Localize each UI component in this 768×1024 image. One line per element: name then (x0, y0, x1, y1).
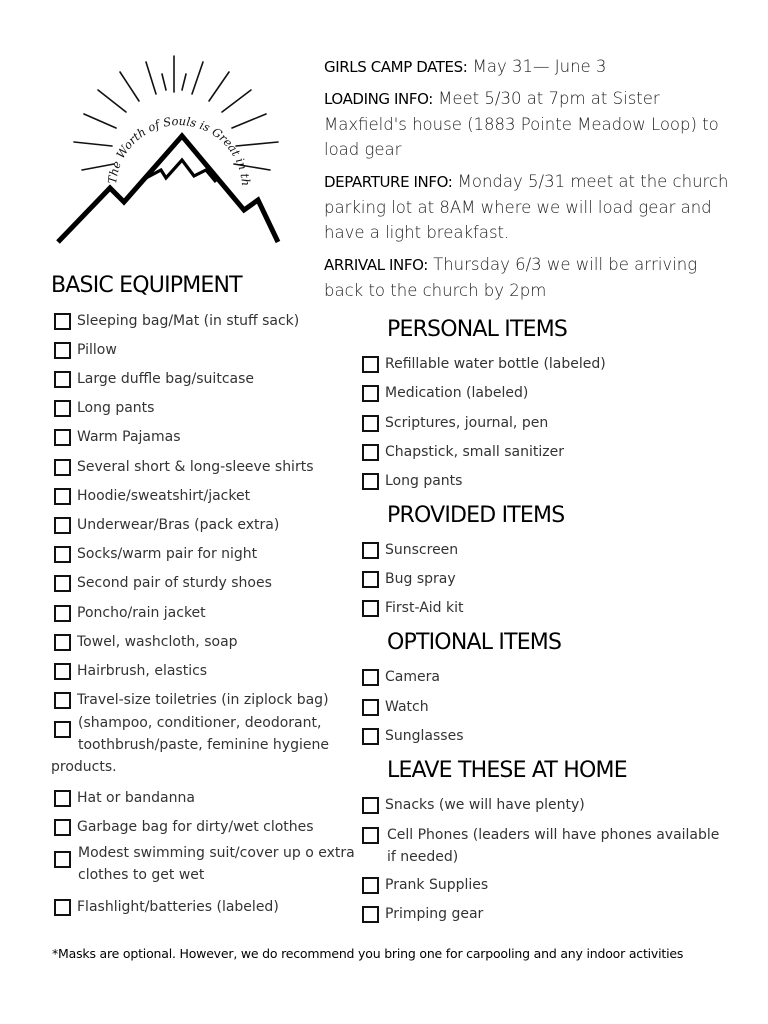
item-label: Primping gear (385, 906, 484, 922)
checkbox[interactable] (362, 699, 379, 716)
checklist-item[interactable] (54, 604, 206, 622)
checkbox[interactable] (362, 571, 379, 588)
camp-dates-label: GIRLS CAMP DATES: (324, 58, 468, 76)
provided-items-heading: PROVIDED ITEMS (387, 503, 565, 528)
checklist-item[interactable] (362, 355, 606, 373)
mountain-sunburst-icon (46, 50, 296, 250)
toiletries-detail-line2: toothbrush/paste, feminine hygiene (78, 737, 329, 753)
checklist-item[interactable] (362, 541, 458, 559)
checkbox[interactable] (362, 356, 379, 373)
item-label: Sleeping bag/Mat (in stuff sack) (77, 313, 300, 329)
checkbox[interactable] (54, 342, 71, 359)
item-label: First-Aid kit (385, 600, 464, 616)
arrival-info-label: ARRIVAL INFO: (324, 256, 428, 274)
checkbox[interactable] (54, 605, 71, 622)
swimsuit-line1: Modest swimming suit/cover up o extra (78, 845, 355, 861)
item-label: Bug spray (385, 571, 456, 587)
checkbox[interactable] (54, 899, 71, 916)
checklist-item[interactable] (362, 570, 456, 588)
item-label: Poncho/rain jacket (77, 605, 206, 621)
checkbox[interactable] (362, 877, 379, 894)
loading-info-value: Meet 5/30 at 7pm at Sister Maxfield's house (1883 Pointe Meadow Loop) to load gear (324, 89, 719, 159)
arrival-info-value: Thursday 6/3 we will be arriving back to the church by 2pm (324, 255, 698, 300)
checklist-item[interactable] (54, 898, 279, 916)
svg-text:The Worth of Souls is Great in (46, 50, 253, 187)
item-label: Pillow (77, 342, 117, 358)
item-label: Refillable water bottle (labeled) (385, 356, 606, 372)
checkbox[interactable] (54, 575, 71, 592)
item-label: Warm Pajamas (77, 429, 181, 445)
checkbox[interactable] (54, 400, 71, 417)
checklist-item[interactable] (362, 727, 463, 745)
checkbox[interactable] (362, 669, 379, 686)
swimsuit-line2: clothes to get wet (78, 867, 205, 883)
checklist-item[interactable] (54, 662, 207, 680)
departure-info-label: DEPARTURE INFO: (324, 173, 453, 191)
checklist-item[interactable] (54, 458, 314, 476)
checklist-item[interactable] (54, 370, 254, 388)
item-label: Medication (labeled) (385, 385, 529, 401)
checkbox[interactable] (362, 827, 379, 844)
item-label: Camera (385, 669, 440, 685)
checkbox[interactable] (54, 634, 71, 651)
item-label: Long pants (77, 400, 155, 416)
item-label: Prank Supplies (385, 877, 489, 893)
checkbox[interactable] (54, 790, 71, 807)
checkbox[interactable] (362, 444, 379, 461)
item-label: Scriptures, journal, pen (385, 415, 549, 431)
item-label: Hairbrush, elastics (77, 663, 208, 679)
checklist-item[interactable] (362, 472, 462, 490)
arrival-info (324, 252, 734, 303)
checklist-item[interactable] (362, 384, 528, 402)
cell-phones-line2: if needed) (387, 849, 459, 865)
checklist-item[interactable] (54, 545, 257, 563)
item-label: Chapstick, small sanitizer (385, 444, 564, 460)
checklist-item[interactable] (362, 796, 585, 814)
checklist-item[interactable] (54, 487, 250, 505)
checkbox[interactable] (54, 313, 71, 330)
camp-logo (46, 50, 296, 250)
checkbox[interactable] (362, 600, 379, 617)
leave-at-home-heading: LEAVE THESE AT HOME (387, 758, 627, 783)
checkbox[interactable] (362, 728, 379, 745)
checklist-item[interactable] (362, 668, 440, 686)
checklist-item[interactable] (362, 599, 464, 617)
checkbox[interactable] (54, 459, 71, 476)
departure-info-value: Monday 5/31 meet at the church parking lot at 8AM where we will load gear and have a light breakfast. (324, 172, 729, 242)
checklist-item[interactable] (54, 691, 329, 709)
checklist-item[interactable] (54, 516, 279, 534)
checkbox[interactable] (54, 663, 71, 680)
item-label: Hoodie/sweatshirt/jacket (77, 488, 251, 504)
personal-items-heading: PERSONAL ITEMS (387, 317, 568, 342)
checkbox[interactable] (362, 542, 379, 559)
checkbox[interactable] (54, 851, 71, 868)
item-label: Underwear/Bras (pack extra) (77, 517, 280, 533)
checkbox[interactable] (362, 906, 379, 923)
item-label: Hat or bandanna (77, 790, 195, 806)
checkbox[interactable] (54, 692, 71, 709)
loading-info-label: LOADING INFO: (324, 90, 433, 108)
checklist-item[interactable] (54, 789, 195, 807)
item-label: Second pair of sturdy shoes (77, 575, 272, 591)
checklist-item[interactable] (362, 443, 564, 461)
item-label: Socks/warm pair for night (77, 546, 258, 562)
checklist-item[interactable] (54, 818, 314, 836)
checklist-item[interactable] (362, 698, 429, 716)
item-label: Sunglasses (385, 728, 464, 744)
logo-arc-text: The Worth of Souls is Great in th (105, 113, 254, 187)
checkbox[interactable] (362, 797, 379, 814)
checklist-item[interactable] (54, 399, 154, 417)
checklist-item[interactable] (362, 876, 488, 894)
checkbox[interactable] (54, 429, 71, 446)
checkbox[interactable] (362, 415, 379, 432)
toiletries-detail-line1: (shampoo, conditioner, deodorant, (78, 715, 322, 731)
item-label: Sunscreen (385, 542, 459, 558)
optional-items-heading: OPTIONAL ITEMS (387, 630, 562, 655)
checkbox[interactable] (54, 517, 71, 534)
checklist-item[interactable] (54, 633, 238, 651)
masks-footnote: *Masks are optional. However, we do recommend you bring one for carpooling and any indoor activities (52, 946, 684, 961)
checklist-item[interactable] (54, 428, 181, 446)
loading-info (324, 86, 734, 162)
checklist-item[interactable] (54, 341, 117, 359)
cell-phones-line1: Cell Phones (leaders will have phones available (387, 827, 720, 843)
item-label: Travel-size toiletries (in ziplock bag) (77, 692, 329, 708)
departure-info (324, 169, 734, 245)
checkbox[interactable] (54, 546, 71, 563)
camp-dates-value: May 31— June 3 (472, 57, 607, 76)
checkbox[interactable] (362, 385, 379, 402)
checkbox[interactable] (362, 473, 379, 490)
camp-dates (324, 54, 734, 80)
checkbox[interactable] (54, 371, 71, 388)
checklist-item[interactable] (362, 414, 548, 432)
checklist-item[interactable] (54, 574, 272, 592)
item-label: Towel, washcloth, soap (77, 634, 238, 650)
checkbox[interactable] (54, 721, 71, 738)
checklist-item[interactable] (54, 312, 299, 330)
item-label: Large duffle bag/suitcase (77, 371, 254, 387)
item-label: Garbage bag for dirty/wet clothes (77, 819, 314, 835)
item-label: Long pants (385, 473, 463, 489)
item-label: Several short & long-sleeve shirts (77, 459, 314, 475)
item-label: Snacks (we will have plenty) (385, 797, 585, 813)
toiletries-detail-line3: products. (51, 759, 117, 775)
item-label: Flashlight/batteries (labeled) (77, 899, 279, 915)
checklist-item[interactable] (362, 905, 483, 923)
basic-equipment-heading: BASIC EQUIPMENT (51, 273, 242, 298)
checkbox[interactable] (54, 819, 71, 836)
checkbox[interactable] (54, 488, 71, 505)
item-label: Watch (385, 699, 429, 715)
